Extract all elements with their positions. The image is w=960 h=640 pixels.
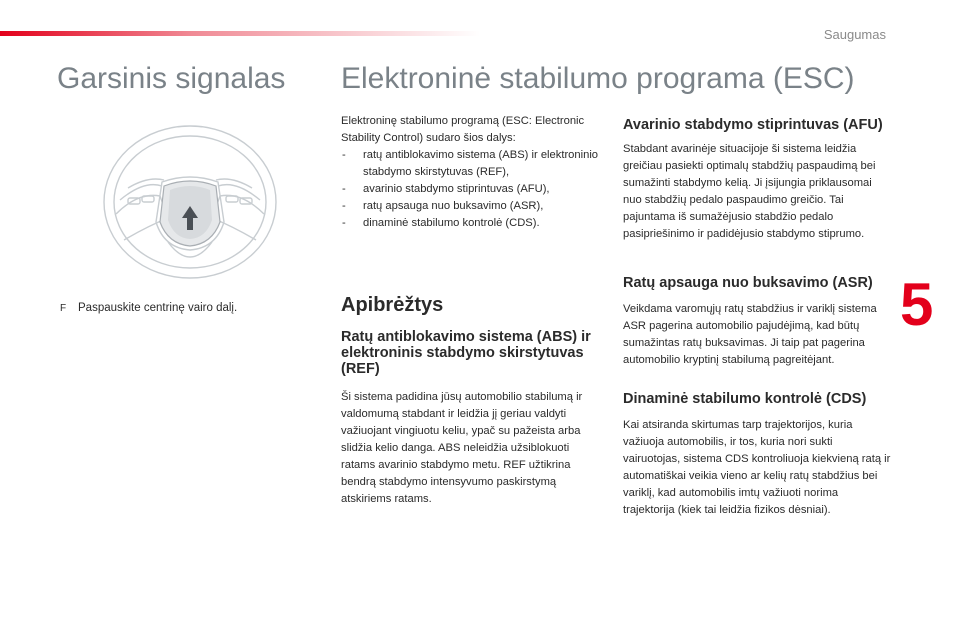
esc-components-list xyxy=(341,147,603,232)
esc-column-right xyxy=(623,117,891,519)
bullet-symbol: F xyxy=(60,303,67,314)
steering-wheel-illustration xyxy=(98,122,282,282)
cds-heading: Dinaminė stabilumo kontrolė (CDS) xyxy=(623,391,867,407)
asr-heading: Ratų apsauga nuo buksavimo (ASR) xyxy=(623,275,873,291)
cds-text: Kai atsiranda skirtumas tarp trajektorijos, kuria važiuoja automobilis, ir tos, kuria nori sukti vairuotojas, sistema CDS kontroliuoja kiekvieną ratą ir automatiškai veikia vieno ar kelių ratų stabdžius bei variklį, kad automobilis imtų važiuoti norima trajektorija (kiek tai leidžia fizikos dėsniai). xyxy=(623,419,891,516)
section-label: Saugumas xyxy=(823,27,886,42)
afu-text: Stabdant avarinėje situacijoje ši sistema leidžia greičiau pasiekti optimalų stabdžių paspaudimą bei sumažinti stabdymo kelią. Ji įsijungia priklausomai nuo stabdžių pedalo paspaudimo greičio. Tai pajuntama iš sumažėjusio stabdžio pedalo pasipriešinimo ir padidėjusio stabdymo stiprumo. xyxy=(623,143,876,240)
abs-text: Ši sistema padidina jūsų automobilio stabilumą ir valdomumą stabdant ir leidžia jį geriau valdyti važiuojant vingiuotu keliu, ypač su pažeista arba slidžia kelio danga. ABS neleidžia užsiblokuoti ratams avarinio stabdymo metu. REF užtikrina bendrą stabdymo intensyvumo paskirstymą atskiriems ratams. xyxy=(341,391,583,505)
list-item: - ratų apsauga nuo buksavimo (ASR), xyxy=(341,198,603,215)
horn-title: Garsinis signalas xyxy=(57,62,286,95)
list-item: - ratų antiblokavimo sistema (ABS) ir elektroninio stabdymo skirstytuvas (REF), xyxy=(341,147,603,181)
header-accent-bar xyxy=(0,31,480,36)
definitions-heading: Apibrėžtys xyxy=(341,294,444,316)
horn-instruction-text: Paspauskite centrinę vairo dalį. xyxy=(78,302,238,314)
esc-column-left xyxy=(341,113,603,508)
list-item: - avarinio stabdymo stiprintuvas (AFU), xyxy=(341,181,603,198)
asr-text: Veikdama varomųjų ratų stabdžius ir variklį sistema ASR pagerina automobilio pajudėjimą, kad būtų sumažintas ratų buksavimas. Ji taip pat pagerina automobilio kryptinį stabilumą pagreitėjant. xyxy=(623,303,877,366)
abs-heading: Ratų antiblokavimo sistema (ABS) ir elektroninis stabdymo skirstytuvas (REF) xyxy=(341,329,591,377)
chapter-number: 5 xyxy=(900,271,934,338)
esc-intro: Elektroninę stabilumo programą (ESC: Electronic Stability Control) sudaro šios dalys: xyxy=(341,115,585,144)
esc-title: Elektroninė stabilumo programa (ESC) xyxy=(341,62,855,95)
horn-instruction xyxy=(60,302,237,314)
afu-heading: Avarinio stabdymo stiprintuvas (AFU) xyxy=(623,117,883,133)
list-item: - dinaminė stabilumo kontrolė (CDS). xyxy=(341,215,603,232)
